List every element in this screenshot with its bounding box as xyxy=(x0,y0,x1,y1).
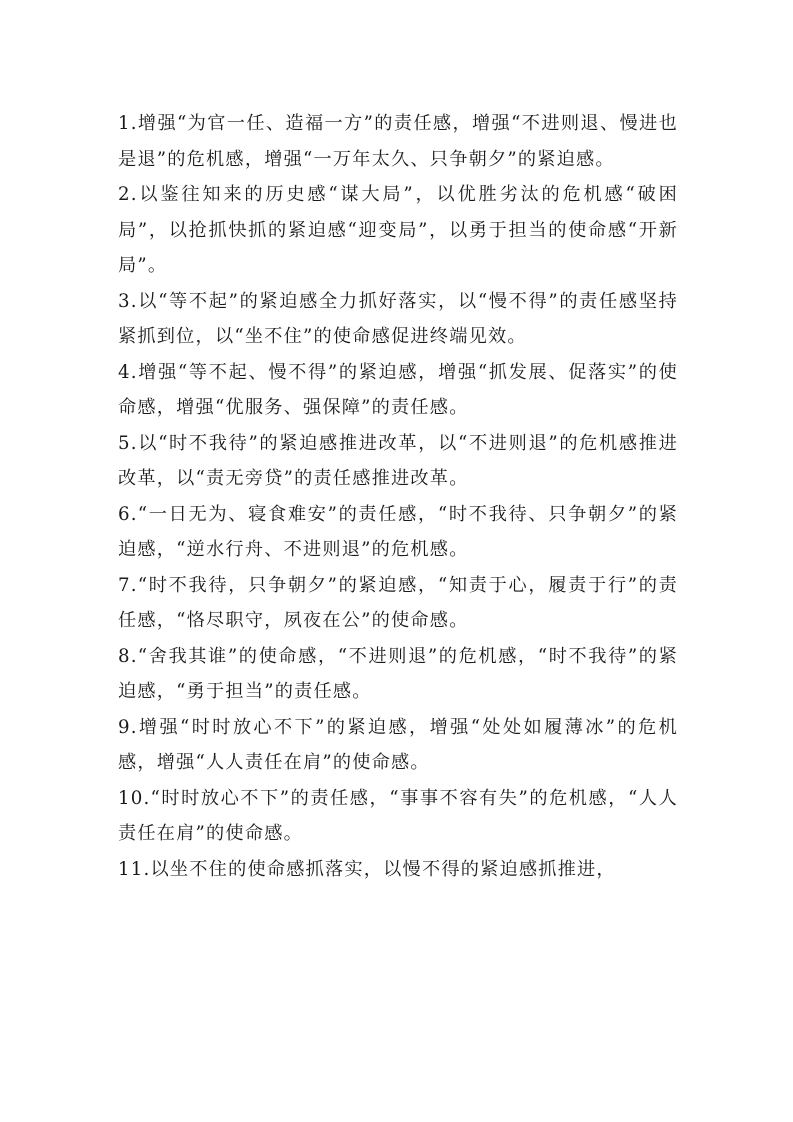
list-item xyxy=(118,568,678,639)
list-item xyxy=(118,710,678,781)
list-item-text: 7.“时不我待，只争朝夕”的紧迫感，“知责于心，履责于行”的责任感，“恪尽职守，夙夜在公”的使命感。 xyxy=(118,574,678,631)
list-item xyxy=(118,852,678,888)
list-item xyxy=(118,355,678,426)
list-item-text: 2.以鉴往知来的历史感“谋大局”，以优胜劣汰的危机感“破困局”，以抢抓快抓的紧迫感“迎变局”，以勇于担当的使命感“开新局”。 xyxy=(118,184,678,276)
list-item-text: 4.增强“等不起、慢不得”的紧迫感，增强“抓发展、促落实”的使命感，增强“优服务、强保障”的责任感。 xyxy=(118,361,678,418)
list-item xyxy=(118,497,678,568)
list-item xyxy=(118,781,678,852)
document-body xyxy=(118,106,678,887)
list-item xyxy=(118,106,678,177)
list-item-text: 10.“时时放心不下”的责任感，“事事不容有失”的危机感，“人人责任在肩”的使命感。 xyxy=(118,787,678,844)
list-item xyxy=(118,284,678,355)
list-item-text: 9.增强“时时放心不下”的紧迫感，增强“处处如履薄冰”的危机感，增强“人人责任在肩”的使命感。 xyxy=(118,716,678,773)
list-item xyxy=(118,639,678,710)
list-item-text: 6.“一日无为、寝食难安”的责任感，“时不我待、只争朝夕”的紧迫感，“逆水行舟、不进则退”的危机感。 xyxy=(118,503,678,560)
list-item xyxy=(118,177,678,284)
list-item-text: 5.以“时不我待”的紧迫感推进改革，以“不进则退”的危机感推进改革，以“责无旁贷”的责任感推进改革。 xyxy=(118,432,678,489)
list-item-text: 11.以坐不住的使命感抓落实，以慢不得的紧迫感抓推进， xyxy=(118,858,616,880)
list-item-text: 8.“舍我其谁”的使命感，“不进则退”的危机感，“时不我待”的紧迫感，“勇于担当”的责任感。 xyxy=(118,645,678,702)
list-item-text: 3.以“等不起”的紧迫感全力抓好落实，以“慢不得”的责任感坚持紧抓到位，以“坐不住”的使命感促进终端见效。 xyxy=(118,290,678,347)
list-item-text: 1.增强“为官一任、造福一方”的责任感，增强“不进则退、慢进也是退”的危机感，增强“一万年太久、只争朝夕”的紧迫感。 xyxy=(118,113,678,170)
list-item xyxy=(118,426,678,497)
